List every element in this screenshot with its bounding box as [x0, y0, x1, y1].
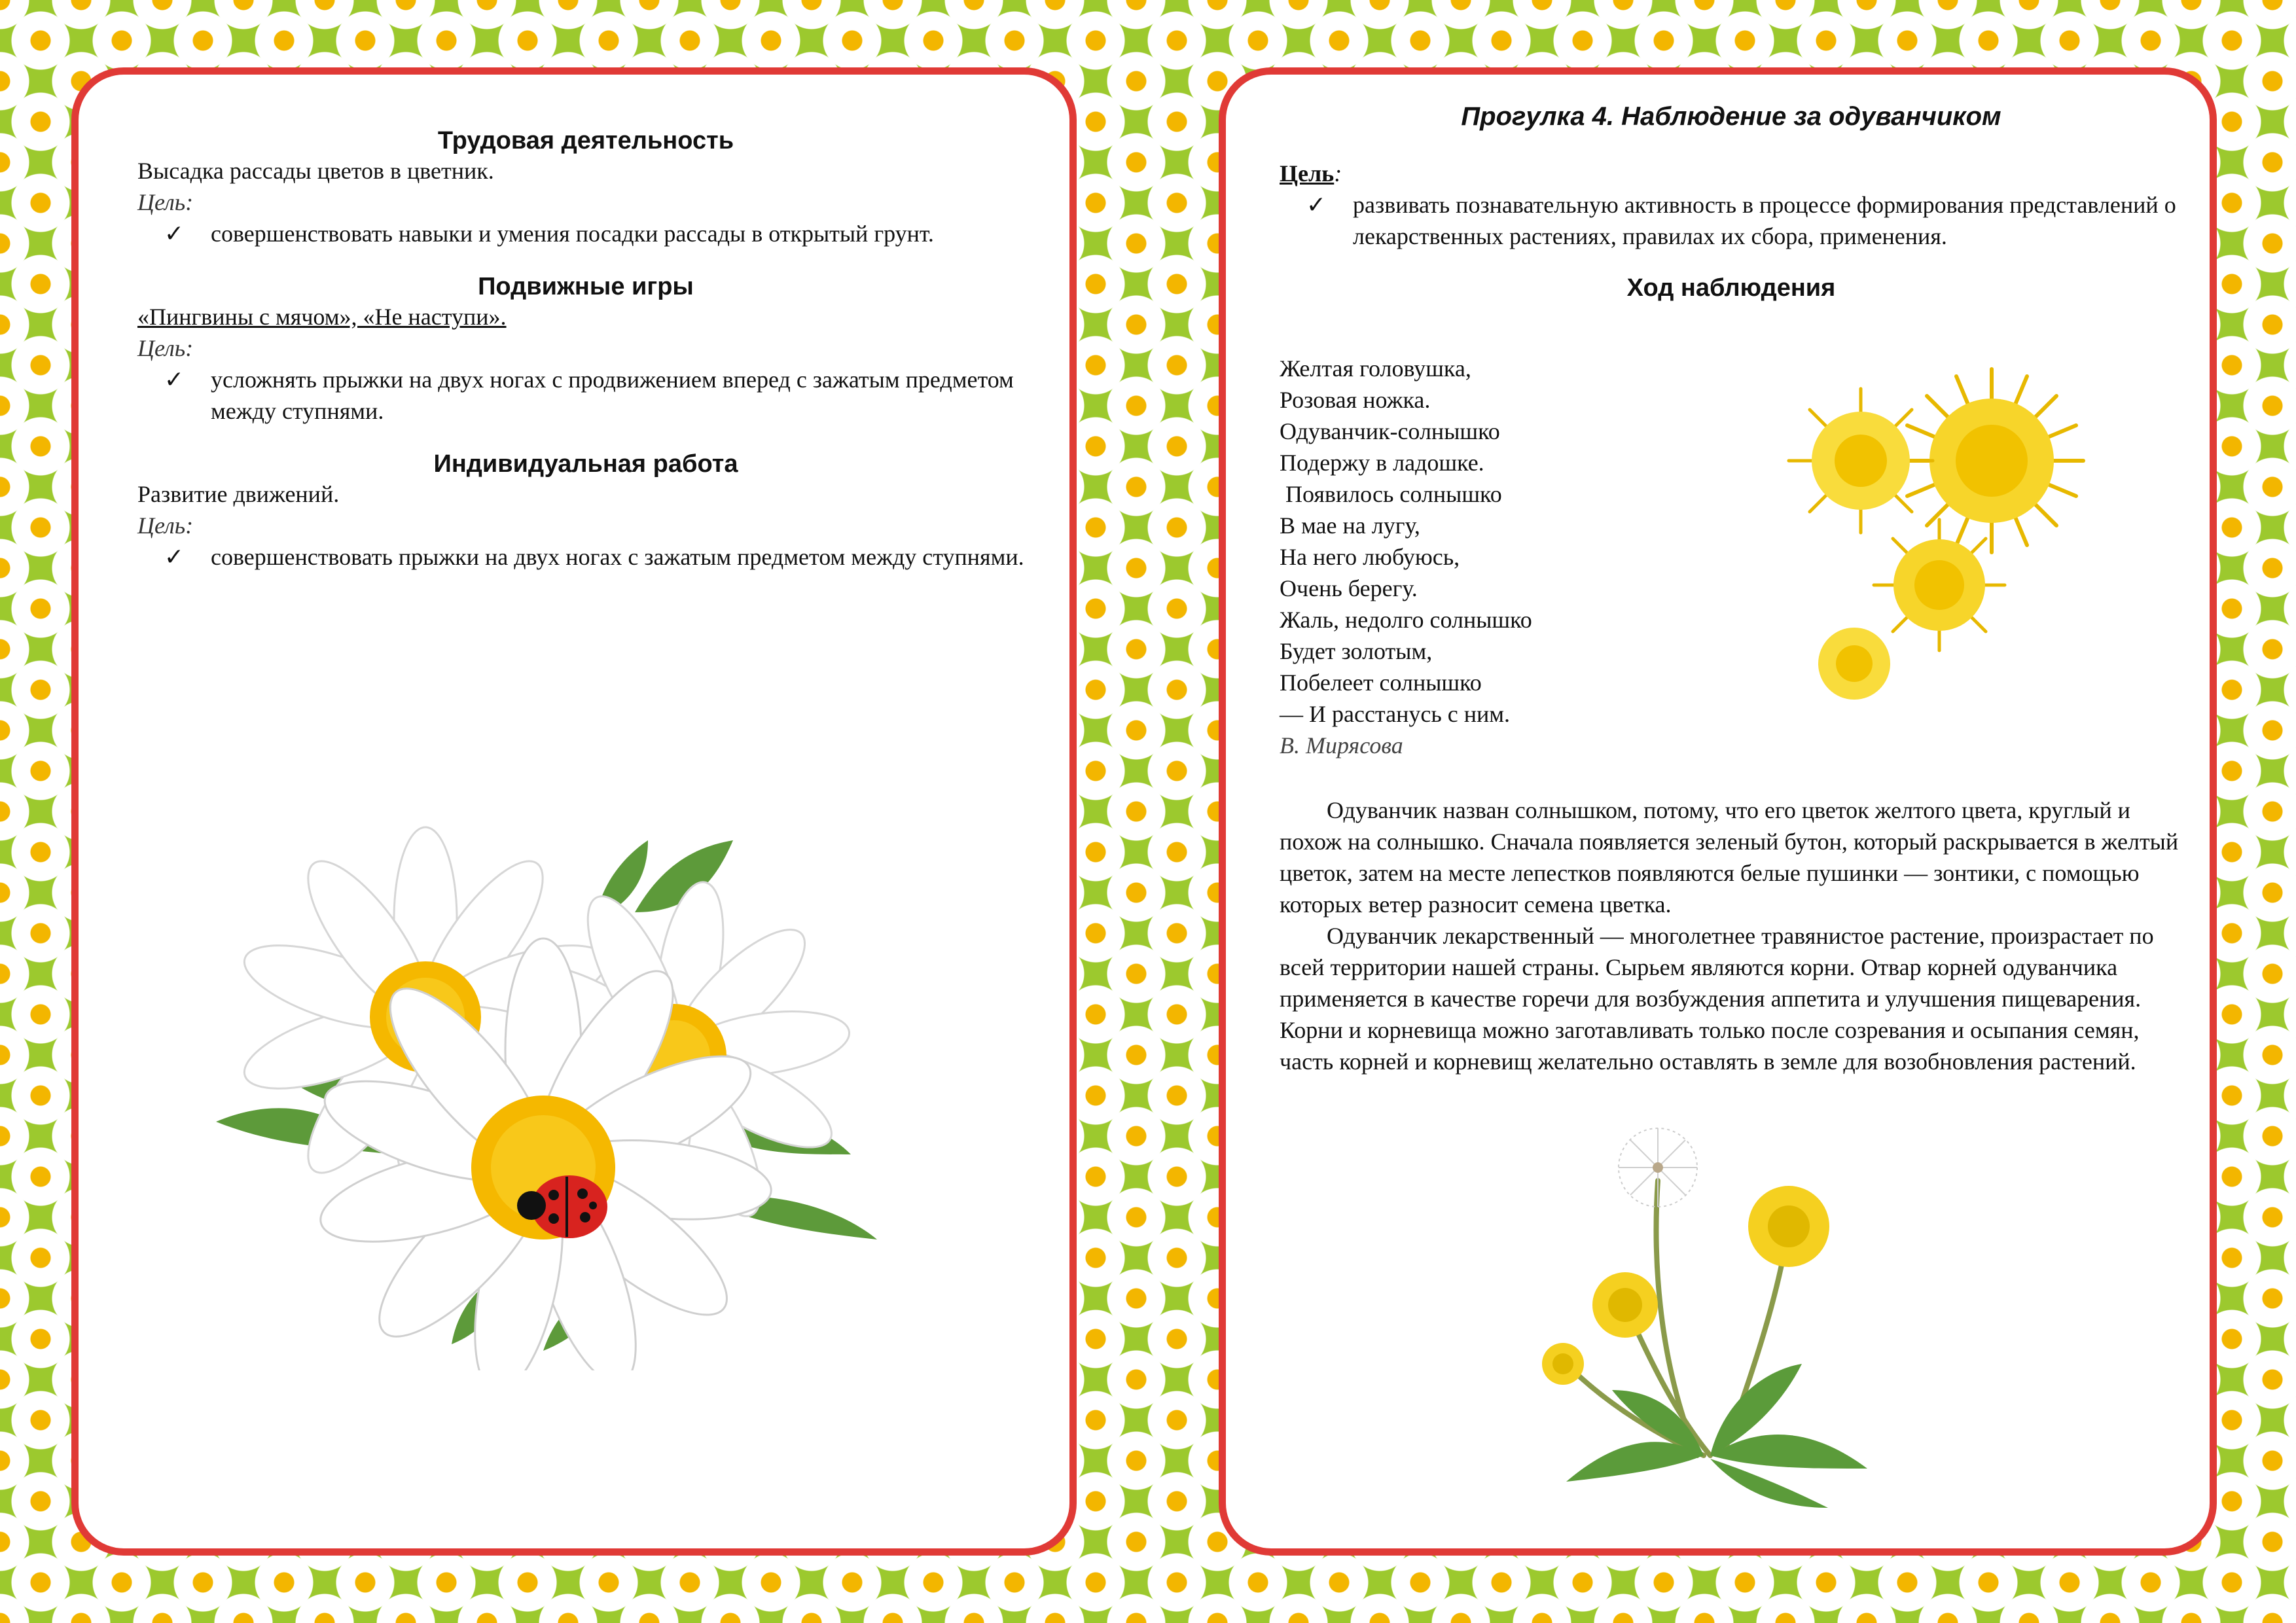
article-paragraph: Одуванчик лекарственный — многолетнее травянистое растение, произрастает по всей территории нашей страны. Сырьем являются корни. Отвар корней одуванчика применяется в качестве горечи для возбуждения аппетита и улучшения пищеварения. Корни и корневища можно заготавливать только после созревания и осыпания семян, часть корней и корневищ желательно оставлять в земле для возобновления растений.	[1280, 923, 2154, 1075]
goal-item-text: совершенствовать навыки и умения посадки рассады в открытый грунт.	[211, 221, 934, 247]
poem-line: Одуванчик-солнышко	[1280, 418, 1500, 444]
left-page	[71, 67, 1077, 1556]
checkmark-icon: ✓	[164, 221, 185, 247]
section-heading: Индивидуальная работа	[433, 450, 738, 478]
right-page	[1219, 67, 2217, 1556]
section-individual	[137, 450, 1034, 573]
goal-label: Цель	[1280, 160, 1335, 187]
poem-line: Очень берегу.	[1280, 575, 1418, 601]
goal-item	[137, 364, 1034, 427]
poem-line: Розовая ножка.	[1280, 387, 1431, 413]
goal-item-text: усложнять прыжки на двух ногах с продвижением вперед с зажатым предметом между ступнями.	[211, 366, 1014, 424]
poem-line: Желтая головушка,	[1280, 355, 1471, 382]
poem-line: — И расстанусь с ним.	[1280, 701, 1511, 727]
goal-label: Цель:	[137, 189, 194, 215]
dandelion-plant-illustration	[1527, 1115, 1946, 1521]
right-page-content	[1280, 102, 2183, 302]
section-labor	[137, 127, 1034, 249]
poem-author: В. Мирясова	[1280, 732, 1403, 758]
left-page-content	[137, 127, 1034, 573]
section-text: «Пингвины с мячом», «Не наступи».	[137, 304, 507, 330]
poem-line: На него любуюсь,	[1280, 544, 1460, 570]
poem-line: Будет золотым,	[1280, 638, 1433, 664]
goal-item	[137, 541, 1034, 573]
section-heading: Трудовая деятельность	[437, 127, 734, 154]
poem-line: Побелеет солнышко	[1280, 669, 1482, 696]
section-text: Развитие движений.	[137, 481, 340, 507]
goal-colon: :	[1334, 160, 1342, 187]
daisy-bouquet-illustration	[177, 781, 962, 1370]
poem-line: В мае на лугу,	[1280, 512, 1420, 539]
checkmark-icon: ✓	[164, 366, 185, 393]
poem-line: Появилось солнышко	[1280, 481, 1502, 507]
checkmark-icon: ✓	[1306, 192, 1327, 218]
observation-heading: Ход наблюдения	[1626, 274, 1836, 302]
poem-line: Подержу в ладошке.	[1280, 450, 1484, 476]
article	[1280, 794, 2183, 1077]
poem	[1280, 353, 1685, 761]
dandelion-flowers-illustration	[1776, 349, 2116, 729]
goal-item-text: развивать познавательную активность в процессе формирования представлений о лекарственных растениях, правилах их сбора, применения.	[1353, 192, 2176, 249]
page-title: Прогулка 4. Наблюдение за одуванчиком	[1461, 102, 2001, 131]
goal-item	[137, 218, 1034, 249]
goal-label-line	[1280, 158, 2183, 189]
goal-item-text: совершенствовать прыжки на двух ногах с зажатым предметом между ступнями.	[211, 544, 1024, 570]
poem-line: Жаль, недолго солнышко	[1280, 607, 1532, 633]
article-paragraph: Одуванчик назван солнышком, потому, что его цветок желтого цвета, круглый и похож на солнышко. Сначала появляется зеленый бутон, который раскрывается в желтый цветок, затем на месте лепестков появляются белые пушинки — зонтики, с помощью которых ветер разносит семена цветка.	[1280, 797, 2179, 918]
goal-section	[1280, 158, 2183, 252]
goal-label: Цель:	[137, 512, 194, 539]
goal-label: Цель:	[137, 335, 194, 361]
seed-head-icon	[1619, 1128, 1697, 1207]
section-text: Высадка рассады цветов в цветник.	[137, 158, 494, 184]
section-games	[137, 273, 1034, 427]
checkmark-icon: ✓	[164, 544, 185, 570]
section-heading: Подвижные игры	[478, 273, 694, 300]
goal-item	[1280, 189, 2183, 252]
